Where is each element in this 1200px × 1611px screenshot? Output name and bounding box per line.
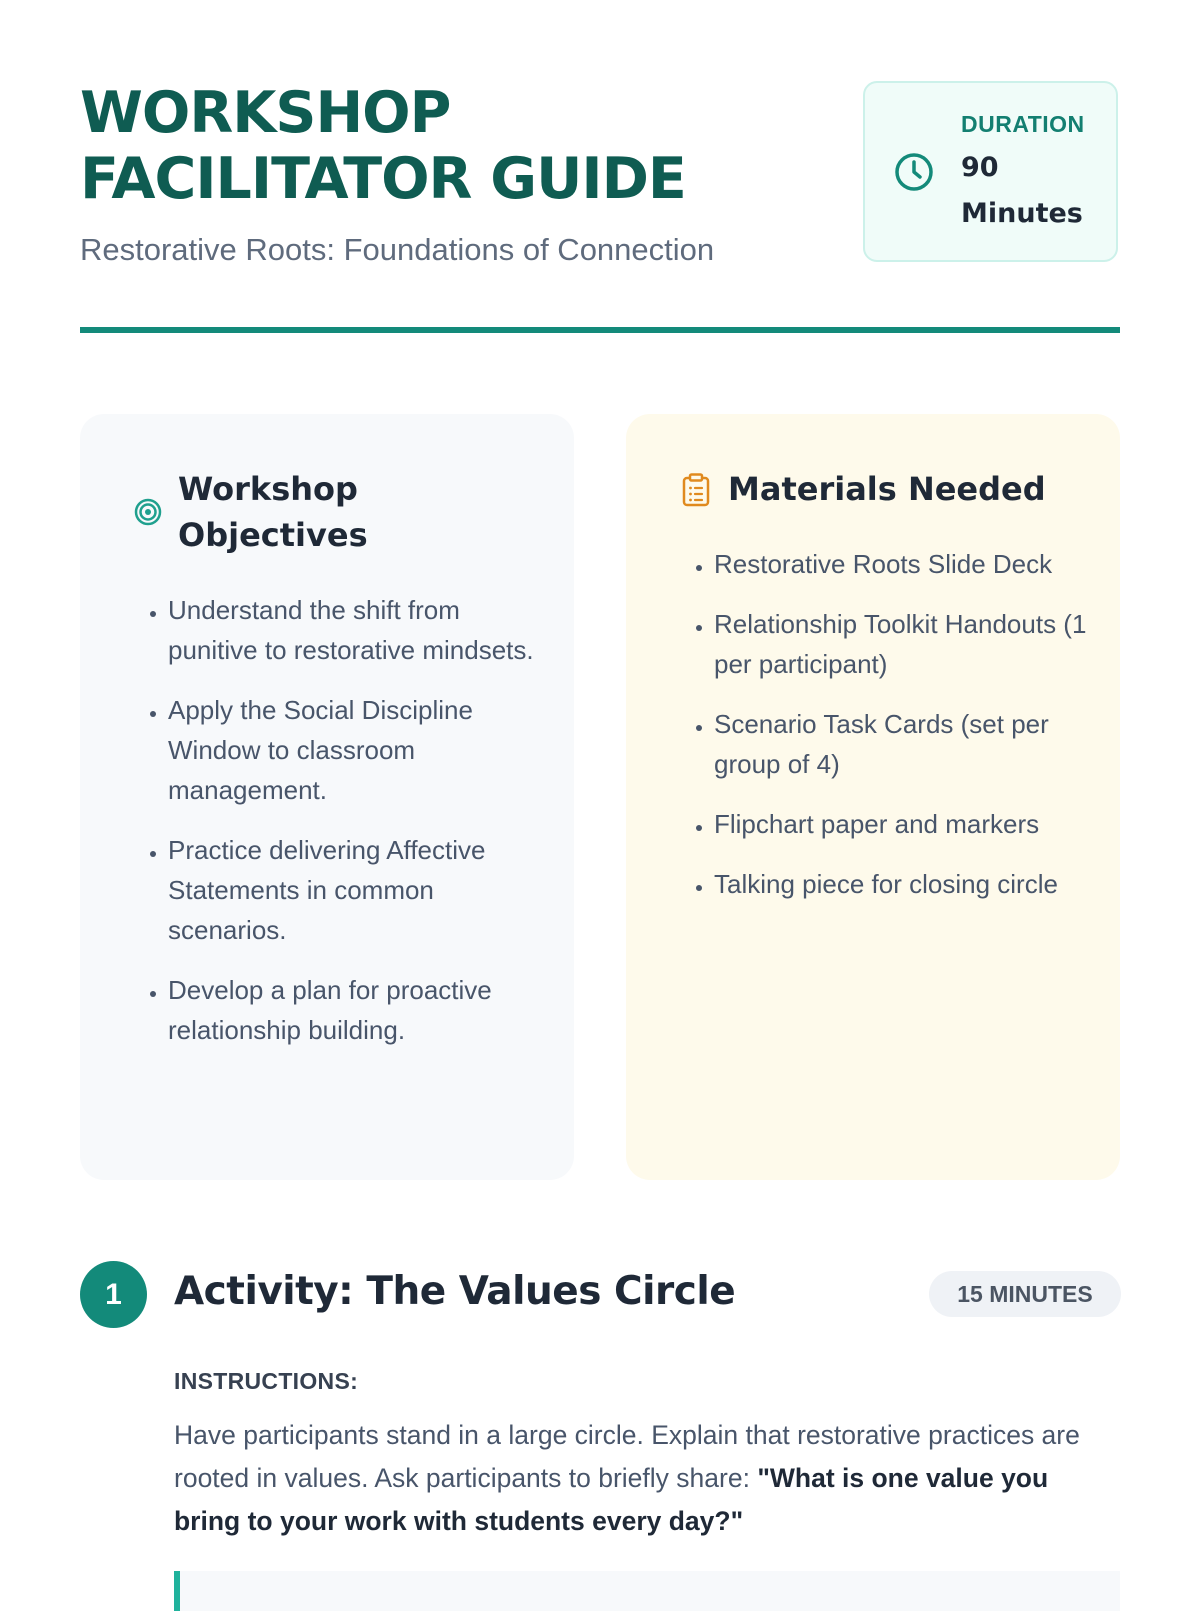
duration-value: 90 Minutes <box>961 152 1083 229</box>
objectives-list <box>138 590 548 1070</box>
objective-item: • Develop a plan for proactive relationship building. <box>168 970 548 1050</box>
target-icon <box>134 498 162 526</box>
objective-item: • Apply the Social Discipline Window to classroom management. <box>168 690 548 810</box>
objective-item: • Understand the shift from punitive to restorative mindsets. <box>168 590 548 670</box>
material-item: • Talking piece for closing circle <box>714 864 1094 904</box>
material-item: • Flipchart paper and markers <box>714 804 1094 844</box>
instructions-label: INSTRUCTIONS: <box>174 1368 359 1394</box>
header-divider <box>80 327 1120 333</box>
material-item: • Restorative Roots Slide Deck <box>714 544 1094 584</box>
material-item: • Relationship Toolkit Handouts (1 per participant) <box>714 604 1094 684</box>
material-item: • Scenario Task Cards (set per group of 4) <box>714 704 1094 784</box>
materials-list <box>684 544 1094 924</box>
materials-card <box>626 414 1120 1180</box>
objectives-heading: Workshop Objectives <box>178 470 368 554</box>
duration-label: DURATION <box>961 111 1085 137</box>
objectives-card <box>80 414 574 1180</box>
activity-title: Activity: The Values Circle <box>174 1269 736 1314</box>
clock-icon <box>893 151 935 193</box>
activity-number-badge: 1 <box>80 1261 147 1328</box>
clipboard-icon <box>682 473 710 507</box>
instructions-text <box>174 1414 1120 1543</box>
page-title: WORKSHOP FACILITATOR GUIDE <box>80 80 686 212</box>
activity-time-badge: 15 MINUTES <box>929 1271 1121 1317</box>
duration-card <box>863 81 1118 262</box>
facilitator-note-box <box>174 1571 1120 1611</box>
objective-item: • Practice delivering Affective Statements in common scenarios. <box>168 830 548 950</box>
instructions-quote: "What is one value you bring to your work with students every day?" <box>174 1463 1049 1536</box>
page-subtitle: Restorative Roots: Foundations of Connection <box>80 232 715 267</box>
instructions-body: Have participants stand in a large circle. Explain that restorative practices are rooted in values. Ask participants to briefly share: <box>174 1420 1080 1493</box>
materials-heading: Materials Needed <box>728 470 1046 508</box>
